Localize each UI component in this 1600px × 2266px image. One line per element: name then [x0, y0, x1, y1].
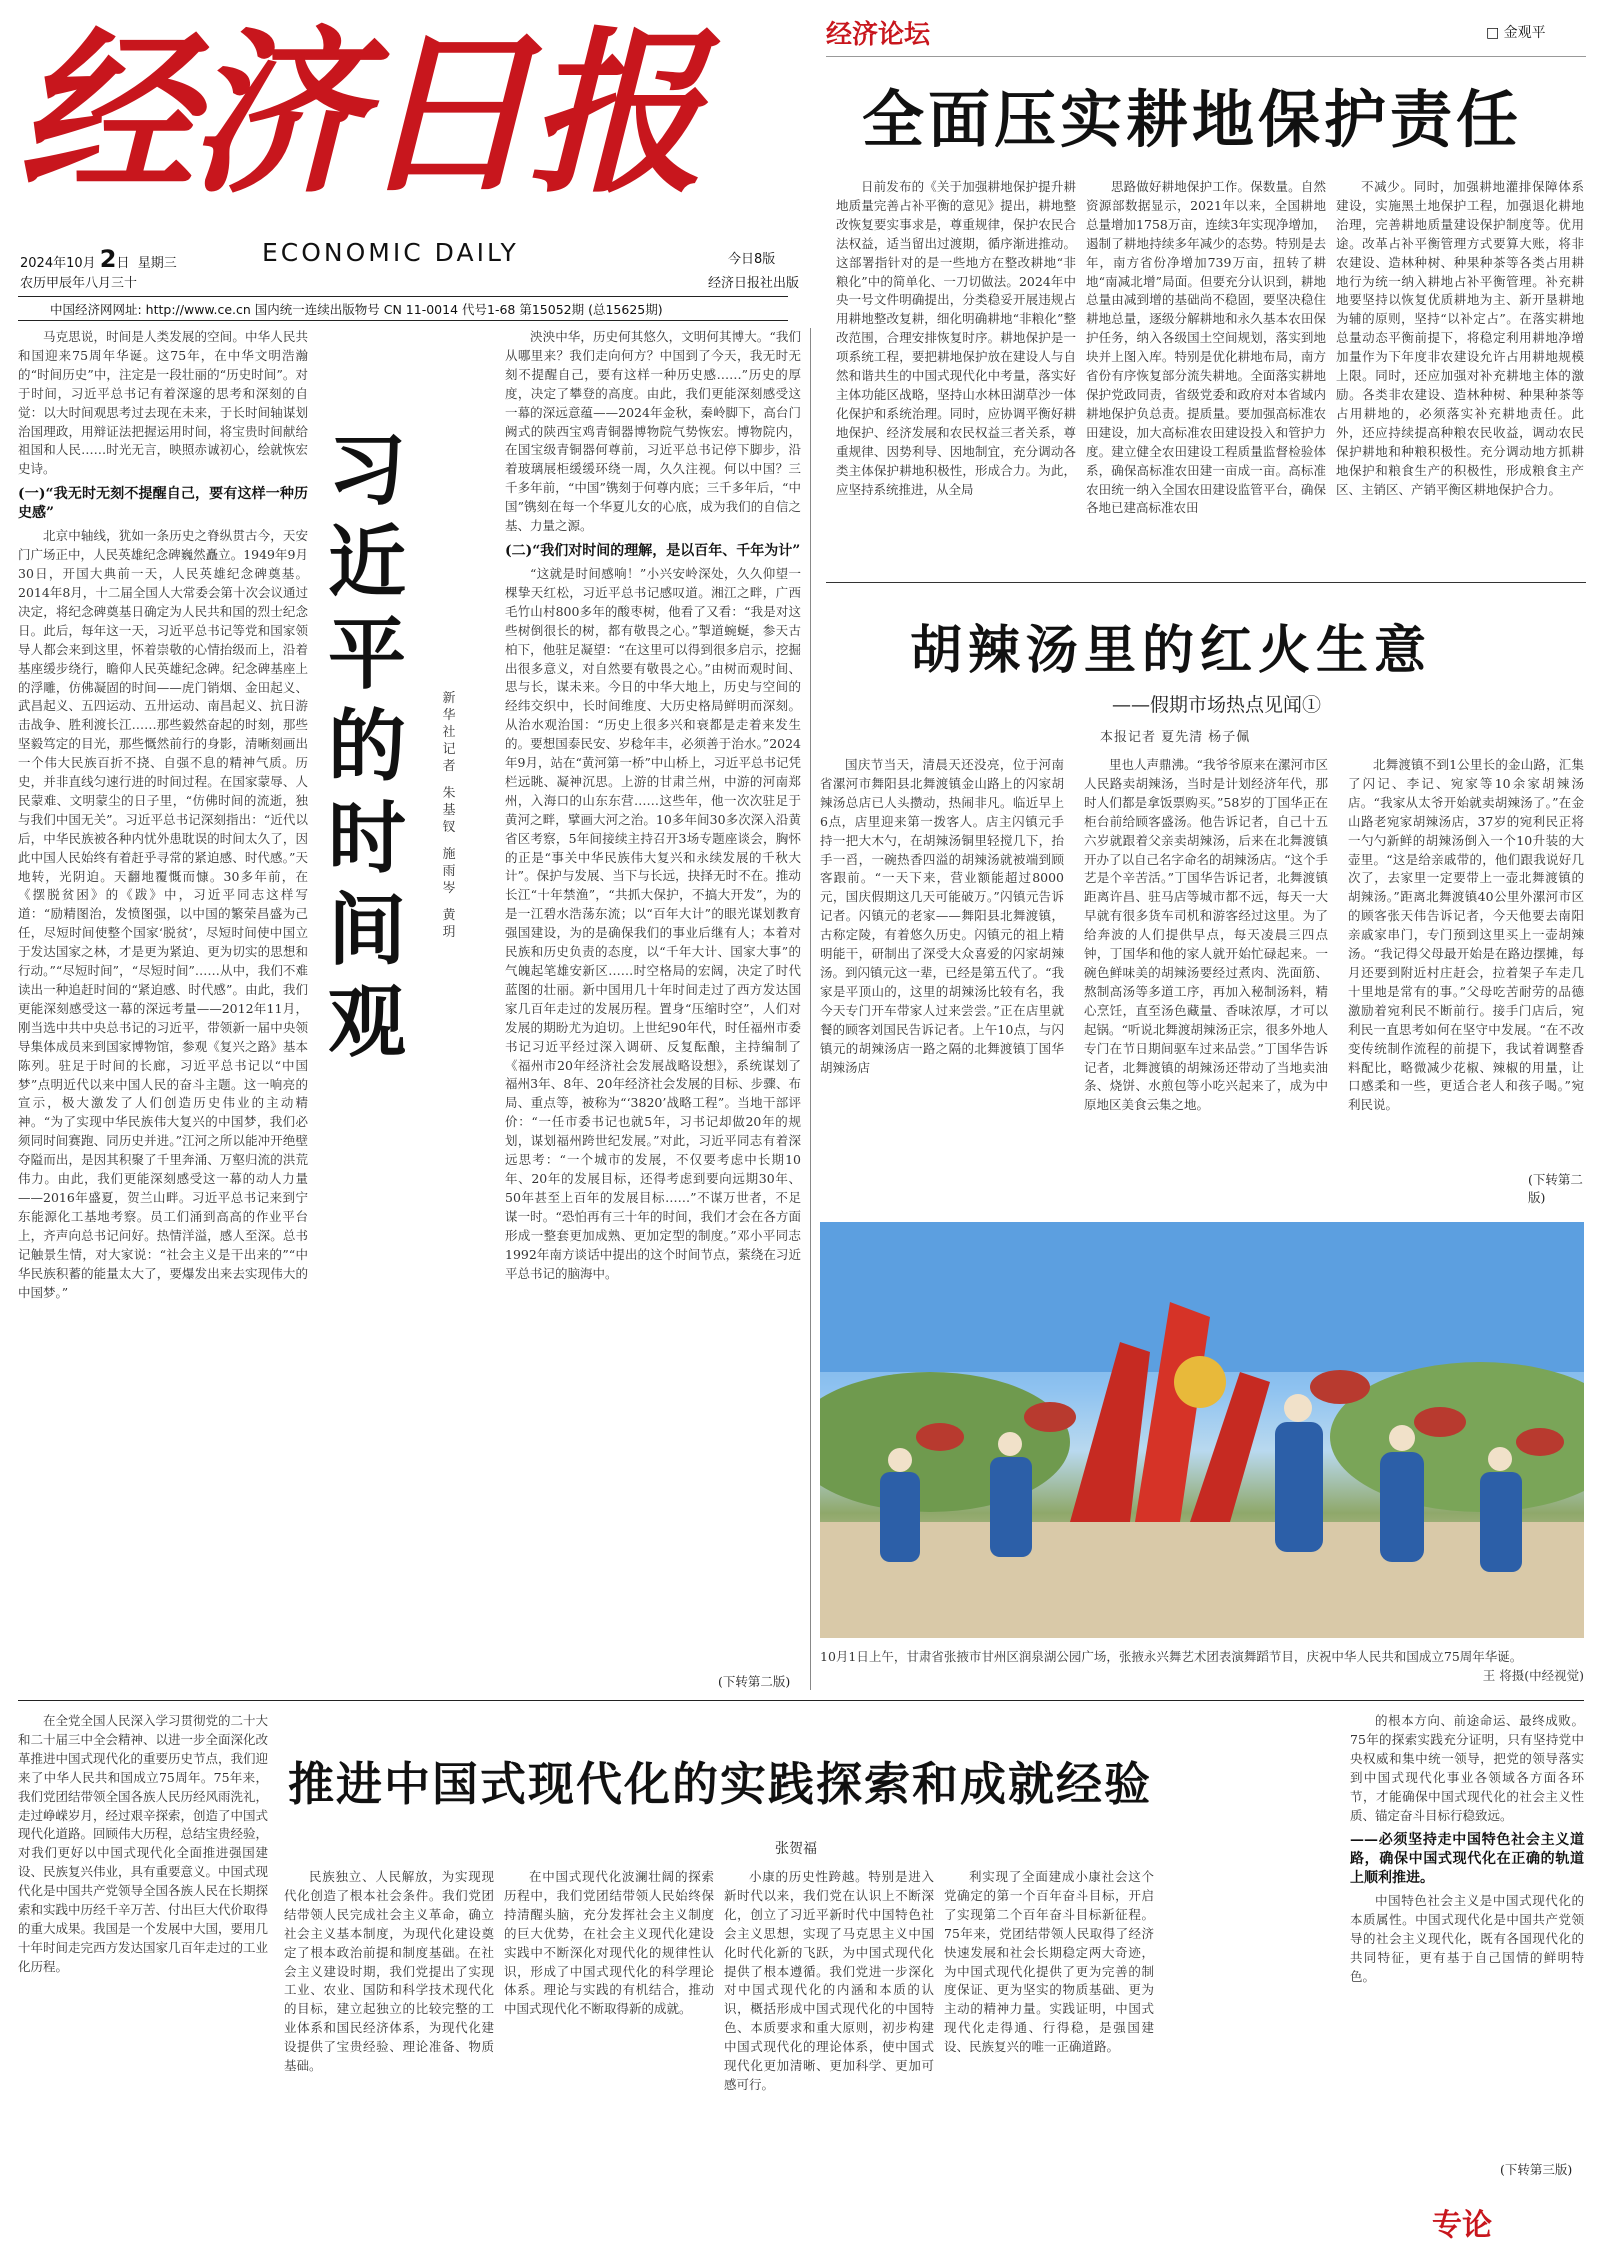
english-name: ECONOMIC DAILY — [262, 238, 519, 267]
lunar-date: 农历甲辰年八月三十 — [20, 276, 138, 291]
date-day: 2 — [99, 245, 117, 273]
forum-column-1: 日前发布的《关于加强耕地保护提升耕地质量完善占补平衡的意见》提出，耕地整改恢复要实事求是，尊重规律，保护农民合法权益，适当留出过渡期，循序渐进推动。这部署指针对的是一些地方在整改耕地“非粮化”中的简单化、一刀切做法。2024年中央一号文件明确提出，分类稳妥开展违规占用耕地整改复耕，细化明确耕地“非粮化”整改范围，合理安排恢复时序。耕地保护是一项系统工程，要把耕地保护放在建设人与自然和谐共生的中国式现代化中考量，落实好主体功能区战略，坚持山水林田湖草沙一体化保护和系统治理。同时，应协调平衡好耕地保护、经济发展和农民权益三者关系，尊重规律、因势利导、因地制宜，充分调动各类主体保护耕地积极性，形成合力。为此，应坚持系统推进，从全局 — [836, 179, 1076, 497]
xi-section2-heading: (二)“我们对时间的理解，是以百年、千年为计” — [505, 542, 801, 559]
theory-author: 张贺福 — [775, 1841, 817, 1857]
xi-section1-heading: (一)“我无时无刻不提醒自己，要有这样一种历史感” — [18, 486, 308, 522]
theory-column-3: 在中国式现代化波澜壮阔的探索历程中，我们党团结带领人民始终保持清醒头脑，充分发挥社会主义制度的巨大优势，在社会主义现代化建设实践中不断深化对现代化的规律性认识，形成了中国式现代化的科学理论体系。理论与实践的有机结合，推动中国式现代化不断取得新的成就。 — [504, 1869, 714, 2017]
dance-photo — [820, 1222, 1584, 1638]
weekday: 星期三 — [137, 256, 177, 271]
theory-column-1: 在全党全国人民深入学习贯彻党的二十大和二十届三中全会精神、以进一步全面深化改革推进中国式现代化的重要历史节点，我们迎来了中华人民共和国成立75周年。75年来，我们党团结带领全国各族人民历经风雨洗礼，走过峥嵘岁月，经过艰辛探索，创造了中国式现代化道路。回顾伟大历程，总结宝贵经验，对我们更好以中国式现代化全面推进强国建设、民族复兴伟业，具有重要意义。中国式现代化是中国共产党领导全国各族人民在长期探索和实践中历经千辛万苦、付出巨大代价取得的重大成果。我国是一个发展中大国，要用几十年时间走完西方发达国家几百年走过的工业化历程。 — [18, 1713, 268, 1974]
market-subheadline: ——假期市场热点见闻① — [1112, 694, 1322, 716]
forum-author: □ 金观平 — [1486, 25, 1546, 41]
newspaper-logo: 经济日报 — [18, 10, 699, 217]
photo-credit: 王 将摄(中经视觉) — [1482, 1667, 1584, 1683]
theory-column-2: 民族独立、人民解放，为实现现代化创造了根本社会条件。我们党团结带领人民完成社会主义革命，确立社会主义基本制度，为现代化建设奠定了根本政治前提和制度基础。在社会主义建设时期，我们党提出了实现工业、农业、国防和科学技术现代化的目标，建立起独立的比较完整的工业体系和国民经济体系，为现代化建设提供了宝贵经验、理论准备、物质基础。 — [284, 1869, 494, 2074]
market-continued: (下转第二版) — [1528, 1172, 1583, 1205]
xi-article-title: 习 近 平 的 时 间 观 — [327, 426, 406, 1068]
photo-caption — [820, 1648, 1584, 1688]
photo-caption-text: 10月1日上午，甘肃省张掖市甘州区润泉湖公园广场，张掖永兴舞艺术团表演舞蹈节目，庆祝中华人民共和国成立75周年华诞。 — [820, 1649, 1523, 1664]
feature-label: 专论 — [1432, 2208, 1492, 2243]
theory-headline: 推进中国式现代化的实践探索和成就经验 — [288, 1757, 1152, 1811]
website-line: 中国经济网网址: http://www.ce.cn 国内统一连续出版物号 CN 11-0014 代号1-68 第15052期 (总15625期) — [50, 302, 663, 317]
xi-column-2: 泱泱中华，历史何其悠久，文明何其博大。“我们从哪里来？我们走向何方？中国到了今天，我无时无刻不提醒自己，要有这样一种历史感……”历史的厚度，决定了攀登的高度。由此，我们更能深刻感受这一幕的深远意蕴——2024年金秋，秦岭脚下，高台门阙式的陕西宝鸡青铜器博物院气势恢宏。博物院内，在国宝级青铜器何尊前，习近平总书记停下脚步，沿着玻璃展柜缓缓环绕一周，久久注视。何以中国？三千多年前，“中国”镌刻于何尊内底；三千多年后，“中国”镌刻在每一个华夏儿女的心底，成为我们的自信之基、力量之源。 (二)“我们对时间的理解，是以百年、千年为计” “这就是时间感响！”小兴安岭深处，久久仰望一棵挚天红松，习近平总书记感叹道。湘江之畔，广西毛竹山村800多年的酸枣树，他看了又看：“我是对这些树倒很长的树，都有敬畏之心。”掣道蜿蜒，参天古柏下，他驻足凝望：“在这里可以得到很多启示，挖掘出很多意义，对自然要有敬畏之心。”由树而观时间、思与长，谋未来。今日的中华大地上，历史与空间的经纬交织中，长时间维度、大历史格局鲜明而深刻。从治水观治国：“历史上很多兴和衰都是走着来发生的。要想国泰民安、岁稔年丰，必须善于治水。”2024年9月，站在“黄河第一桥”中山桥上，习近平总书记凭栏远眺、凝神沉思。上游的甘肃兰州，中游的河南郑州，入海口的山东东营……这些年，他一次次驻足于黄河之畔，擘画大河之治。10多年间30多次深入沿黄省区考察，5年间接续主持召开3场专题座谈会，胸怀的正是“事关中华民族伟大复兴和永续发展的千秋大计”。保护与发展、当下与长远，抉择无时不在。推动长江“十年禁渔”，“共抓大保护，不搞大开发”，为的是一江碧水浩荡东流；以“百年大计”的眼光谋划教育强国建设，为的是确保我们的事业后继有人；本着对民族和历史负责的态度，以“千年大计、国家大事”的气魄起笔雄安新区……时空格局的宏阔，决定了时代蓝图的壮丽。新中国用几十年时间走过了西方发达国家几百年走过的发展历程。置身“压缩时空”，人们对发展的期盼尤为迫切。上世纪90年代，时任福州市委书记习近平经过深入调研、反复酝酿，主持编制了《福州市20年经济社会发展战略设想》，系统谋划了福州3年、8年、20年经济社会发展的目标、步骤、布局、重点等，被称为“‘3820’战略工程”。当地干部评价：“一任市委书记也就5年，习书记却做20年的规划，谋划福州跨世纪发展。”对此，习近平同志有着深远思考：“一个城市的发展，不仅要考虑中长期10年、20年的发展目标，还得考虑到要向远期30年、50年甚至上百年的发展目标……”不谋万世者，不足谋一时。“恐怕再有三十年的时间，我们才会在各方面形成一整套更加成熟、更加定型的制度。”邓小平同志1992年南方谈话中提出的这个时间节点，萦绕在习近平总书记的脑海中。 — [505, 329, 801, 1281]
theory-column-6: 的根本方向、前途命运、最终成败。75年的探索实践充分证明，只有坚持党中央权威和集中统一领导，把党的领导落实到中国式现代化事业各领域各方面各环节，才能确保中国式现代化的社会主义性质、锚定奋斗目标行稳致远。 ——必须坚持走中国特色社会主义道路，确保中国式现代化在正确的轨道上顺利推进。 中国特色社会主义是中国式现代化的本质属性。中国式现代化是中国共产党领导的社会主义现代化，既有各国现代化的共同特征，更有基于自己国情的鲜明特色。 — [1350, 1713, 1584, 1985]
market-column-1: 国庆节当天，清晨天还没亮，位于河南省漯河市舞阳县北舞渡镇金山路上的闪家胡辣汤总店已人头攒动，热闹非凡。临近早上6点，店里迎来第一拨客人。店主闪镇元手持一把大木勺，在胡辣汤铜里轻搅几下，抬手一舀，一碗热香四溢的胡辣汤就被端到顾客跟前。“一天下来，营业额能超过8000元，国庆假期这几天可能破万。”闪镇元告诉记者。闪镇元的老家——舞阳县北舞渡镇，古称定陵，有着悠久历史。闪镇元的祖上精明能干，研制出了深受大众喜爱的闪家胡辣汤。到闪镇元这一辈，已经是第五代了。“我家是平顶山的，这里的胡辣汤比较有名，我今天专门开车带家人过来尝尝。”正在店里就餐的顾客刘国民告诉记者。上午10点，与闪镇元的胡辣汤店一路之隔的北舞渡镇丁国华胡辣汤店 — [820, 757, 1064, 1075]
dance-photo-illustration — [820, 1222, 1584, 1638]
date-day-suffix: 日 — [116, 256, 130, 271]
publisher: 经济日报社出版 — [708, 276, 800, 291]
forum-headline: 全面压实耕地保护责任 — [862, 83, 1523, 156]
forum-column-2: 思路做好耕地保护工作。保数量。自然资源部数据显示，2021年以来，全国耕地总量增加1758万亩，连续3年实现净增加，遏制了耕地持续多年减少的态势。特别是去年，南方省份净增加739万亩，扭转了耕地“南减北增”局面。但要充分认识到，耕地总量由减到增的基础尚不稳固，要坚决稳住耕地总量，逐级分解耕地和永久基本农田保护任务，纳入各级国土空间规划，落实到地块并上图入库。特别是优化耕地布局，南方省份有序恢复部分流失耕地。全面落实耕地保护党政同责，省级党委和政府对本省域内耕地保护负总责。提质量。要加强高标准农田建设，加大高标准农田建设投入和管护力度。建立健全农田建设工程质量监督检验体系，确保高标准农田建一亩成一亩。高标准农田统一纳入全国农田建设监管平台，确保各地已建高标准农田 — [1086, 179, 1326, 516]
theory-column-4: 小康的历史性跨越。特别是进入新时代以来，我们党在认识上不断深化，创立了习近平新时代中国特色社会主义思想，实现了马克思主义中国化时代化新的飞跃，为中国式现代化提供了根本遵循。我们党进一步深化对中国式现代化的内涵和本质的认识，概括形成中国式现代化的中国特色、本质要求和重大原则，初步构建中国式现代化的理论体系，使中国式现代化更加清晰、更加科学、更加可感可行。 — [724, 1869, 934, 2092]
theory-continued: (下转第三版) — [1500, 2162, 1573, 2177]
market-column-2: 里也人声鼎沸。“我爷爷原来在漯河市区人民路卖胡辣汤，当时是计划经济年代，那时人们都是拿饭票购买。”58岁的丁国华正在柜台前给顾客盛汤。他告诉记者，自己十五六岁就跟着父亲卖胡辣汤，后来在北舞渡镇开办了以自己名字命名的胡辣汤店。“这个手艺是个辛苦活。”丁国华告诉记者，北舞渡镇距离许昌、驻马店等城市都不远，每天一大早就有很多货车司机和游客经过这里。为了给奔波的人们提供早点，每天凌晨三四点钟，丁国华和他的家人就开始忙碌起来。一碗色鲜味美的胡辣汤要经过煮肉、洗面筋、熬制高汤等多道工序，再加入秘制汤料，精心烹饪，直至汤色藏量、香味浓厚，才可以起锅。“听说北舞渡胡辣汤正宗，很多外地人专门在节日期间驱车过来品尝。”丁国华告诉记者，北舞渡镇的胡辣汤还带动了当地卖油条、烧饼、水煎包等小吃兴起来了，成为中原地区美食云集之地。 — [1084, 757, 1328, 1113]
theory-col6-heading: ——必须坚持走中国特色社会主义道路，确保中国式现代化在正确的轨道上顺利推进。 — [1350, 1832, 1584, 1887]
xi-article-byline: 新 华 社 记 者 朱 基 钗 施 雨 岑 黄 玥 — [442, 691, 456, 940]
market-headline: 胡辣汤里的红火生意 — [910, 620, 1433, 681]
edition-count: 今日8版 — [728, 252, 776, 267]
issue-date — [20, 245, 177, 273]
forum-section-label: 经济论坛 — [826, 20, 931, 50]
theory-column-5: 利实现了全面建成小康社会这个党确定的第一个百年奋斗目标，开启了实现第二个百年奋斗目标新征程。75年来，党团结带领人民取得了经济快速发展和社会长期稳定两大奇迹，为中国式现代化提供了更为完善的制度保证、更为坚实的物质基础、更为主动的精神力量。实践证明，中国式现代化走得通、行得稳，是强国建设、民族复兴的唯一正确道路。 — [944, 1869, 1154, 2055]
date-month: 2024年10月 — [20, 256, 96, 271]
xi-continued: (下转第二版) — [718, 1674, 791, 1689]
market-byline: 本报记者 夏先清 杨子佩 — [1100, 730, 1251, 745]
market-column-3: 北舞渡镇不到1公里长的金山路，汇集了闪记、李记、宛家等10余家胡辣汤店。“我家从太爷开始就卖胡辣汤了。”在金山路老宛家胡辣汤店，37岁的宛利民正将一勺勺新鲜的胡辣汤倒入一个10升装的大壶里。“这是给亲戚带的，他们跟我说好几次了，去家里一定要带上一壶北舞渡镇的胡辣汤。”距离北舞渡镇40公里外漯河市区的顾客张天伟告诉记者，今天他要去南阳亲戚家串门，专门预到这里买上一壶胡辣汤。“我记得父母最开始是在路边摆摊，每月还要到附近村庄赶会，拉着架子车走几十里地是常有的事。”父母吃苦耐劳的品德激励着宛利民不断前行。接手门店后，宛利民一直思考如何在坚守中发展。“在不改变传统制作流程的前提下，我试着调整香料配比，略微减少花椒、辣椒的用量，让口感柔和一些，更适合老人和孩子喝。”宛利民说。 — [1348, 757, 1584, 1113]
forum-column-3: 不减少。同时，加强耕地灌排保障体系建设，实施黑土地保护工程，加强退化耕地治理，完善耕地质量建设保护制度等。优用途。改革占补平衡管理方式要算大账，将非农建设、造林种树、种果种茶等各类占用耕地行为统一纳入耕地占补平衡管理。补充耕地要坚持以恢复优质耕地为主、新开垦耕地为辅的原则，坚持“以补定占”。在落实耕地总量动态平衡前提下，将稳定利用耕地净增加量作为下年度非农建设允许占用耕地规模上限。同时，还应加强对补充耕地主体的激励。各类非农建设、造林种树、种果种茶等占用耕地的，必须落实补充耕地责任。此外，还应持续提高种粮农民收益，调动农民保护耕地和种粮积极性。充分调动地方抓耕地保护和粮食生产的积极性，形成粮食主产区、主销区、产销平衡区耕地保护合力。 — [1336, 179, 1584, 497]
xi-column-1: 马克思说，时间是人类发展的空间。中华人民共和国迎来75周年华诞。这75年，在中华文明浩瀚的“时间历史”中，注定是一段壮丽的“历史时间”。对于时间，习近平总书记有着深邃的思考和深刻的自觉：以大时间观思考过去现在未来，于长时间轴谋划治国理政，用辩证法把握运用时间，将宝贵时间献给祖国和人民……时光无言，映照赤诚初心，绘就恢宏史诗。 (一)“我无时无刻不提醒自己，要有这样一种历史感” 北京中轴线，犹如一条历史之脊纵贯古今，天安门广场正中，人民英雄纪念碑巍然矗立。1949年9月30日，开国大典前一天，人民英雄纪念碑奠基。2014年8月，十二届全国人大常委会第十次会议通过决定，将纪念碑奠基日确定为人民共和国的烈士纪念日。此后，每年这一天，习近平总书记等党和国家领导人都会来到这里，怀着崇敬的心情抬级而上，沿着基座缓步绕行，瞻仰人民英雄纪念碑。纪念碑基座上的浮雕，仿佛凝固的时间——虎门销烟、金田起义、武昌起义、五四运动、五卅运动、南昌起义、抗日游击战争、胜利渡长江……那些毅然奋起的时刻，那些坚毅笃定的目光，那些慨然前行的身影，清晰刻画出一个伟大民族百折不挠、自强不息的精神气质。历史，并非直线匀速行进的时间过程。在国家蒙辱、人民蒙难、文明蒙尘的日子里，“仿佛时间的流逝，独与我们中国无关”。习近平总书记深刻指出：“近代以后，中华民族被各种内忧外患耽误的时间太久了，因此中国人民始终有着赶乎寻常的紧迫感、时代感。”天地转，光阴迫。天翻地覆慨而慷。30多年前，在《摆脱贫困》的《跋》中，习近平同志这样写道：“励精图治，发愤图强，以中国的繁荣昌盛为己任，尽短时间使整个国家‘脱贫’，尽短时间使中国立于发达国家之林，才是更为紧迫、更为切实的思想和行动。”“尽短时间”，“尽短时间”……从中，我们不难读出一种追赶时间的“紧迫感、时代感”。由此，我们更能深刻感受这一幕的深远考量——2012年11月，刚当选中共中央总书记的习近平，带领新一届中央领导集体成员来到国家博物馆，参观《复兴之路》基本陈列。驻足于时间的长廊，习近平总书记以“中国梦”点明近代以来中国人民的奋斗主题。这一响亮的宣示，极大激发了人们创造历史伟业的主动精神。“为了实现中华民族伟大复兴的中国梦，我们必须同时间赛跑、同历史并进。”江河之所以能冲开绝壁夺隘而出，是因其积聚了千里奔涌、万壑归流的洪荒伟力。由此，我们更能深刻感受这一幕的动人力量——2016年盛夏，贺兰山畔。习近平总书记来到宁东能源化工基地考察。员工们涌到高高的作业平台上，齐声向总书记问好。热情洋溢，感人至深。总书记触景生情，对大家说：“社会主义是干出来的”“中华民族积蓄的能量太大了，要爆发出来去实现伟大的中国梦。” — [18, 329, 308, 1300]
